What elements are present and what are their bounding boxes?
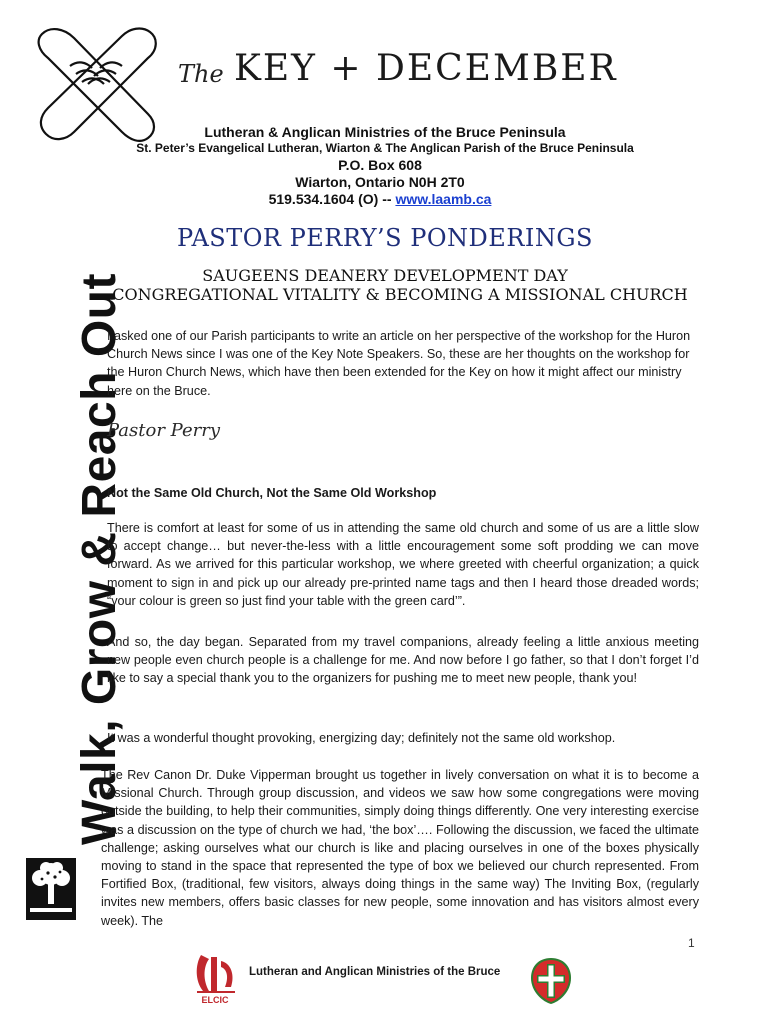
header-city: Wiarton, Ontario N0H 2T0 (295, 174, 465, 190)
article-subtitle-1: SAUGEENS DEANERY DEVELOPMENT DAY (202, 266, 568, 285)
header-phone: 519.534.1604 (O) -- (268, 191, 392, 207)
masthead (178, 48, 698, 94)
article-heading: Not the Same Old Church, Not the Same Old Workshop (107, 486, 437, 500)
paragraph-4: The Rev Canon Dr. Duke Vipperman brought us together in lively conversation on what it is to become a Missional Church. Through group discussion, and videos we saw how some congregations were moving outside the building, to help their communities, simply doing things differently. One very interesting exercise was a discussion on the type of church we had, ‘the box’…. Following the discussion, we faced the ultimate challenge; asking ourselves what our church is like and placing ourselves in one of the boxes physically moving to stand in the space that represented the type of box we believed our church represented. From Fortified Box, (traditional, few visitors, always doing things in the same way) The Inviting Box, (regularly invites new members, offers basic classes for new people, some innovation and has visitors almost every week). The (101, 768, 699, 928)
elcic-label: ELCIC (201, 995, 229, 1005)
signature: Pastor Perry (107, 420, 221, 441)
footer-text: Lutheran and Anglican Ministries of the Bruce (249, 966, 501, 978)
header-po-box: P.O. Box 608 (338, 157, 422, 173)
elcic-logo (191, 951, 239, 1007)
page-number: 1 (688, 936, 695, 950)
anglican-cross-logo (529, 956, 573, 1006)
masthead-title: KEY + DECEMBER (234, 48, 618, 89)
website-link[interactable]: www.laamb.ca (395, 191, 492, 207)
header-ministry-name: Lutheran & Anglican Ministries of the Bruce Peninsula (204, 124, 566, 140)
paragraph-2: And so, the day began. Separated from my travel companions, already feeling a little anxious meeting new people even church people is a challenge for me. And now before I go father, so that I don’t forget I’d like to say a special thank you to the organizers for pushing me to meet new people, thank you! (107, 635, 699, 686)
side-banner-text: Walk, Grow & Reach Out (73, 273, 126, 845)
section-title: PASTOR PERRY’S PONDERINGS (177, 224, 593, 252)
paragraph-3: It was a wonderful thought provoking, energizing day; definitely not the same old workshop. (107, 731, 616, 745)
intro-paragraph: I asked one of our Parish participants to write an article on her perspective of the workshop for the Huron Church News since I was one of the Key Note Speakers. So, these are her thoughts on the workshop for the Huron Church News, which have then been extended for the Key on how it might affect our ministry here on the Bruce. (107, 329, 691, 398)
masthead-the: The (178, 60, 224, 88)
article-subtitle-2: CONGREGATIONAL VITALITY & BECOMING A MISSIONAL CHURCH (112, 285, 688, 304)
crossed-hands-logo (30, 22, 165, 142)
header-contact (210, 191, 550, 207)
tree-icon (26, 858, 76, 920)
header-parishes: St. Peter’s Evangelical Lutheran, Wiarton & The Anglican Parish of the Bruce Peninsula (136, 141, 634, 155)
paragraph-1: There is comfort at least for some of us in attending the same old church and some of us are a little slow to accept change… but never-the-less with a little encouragement some soft prodding we can move forward. As we arrived for this particular workshop, we where greeted with cheerful organization; a quick moment to sign in and pick up our already pre-printed name tags and then I heard those dreaded words; “your colour is green so just find your table with the green card’”. (107, 521, 699, 608)
